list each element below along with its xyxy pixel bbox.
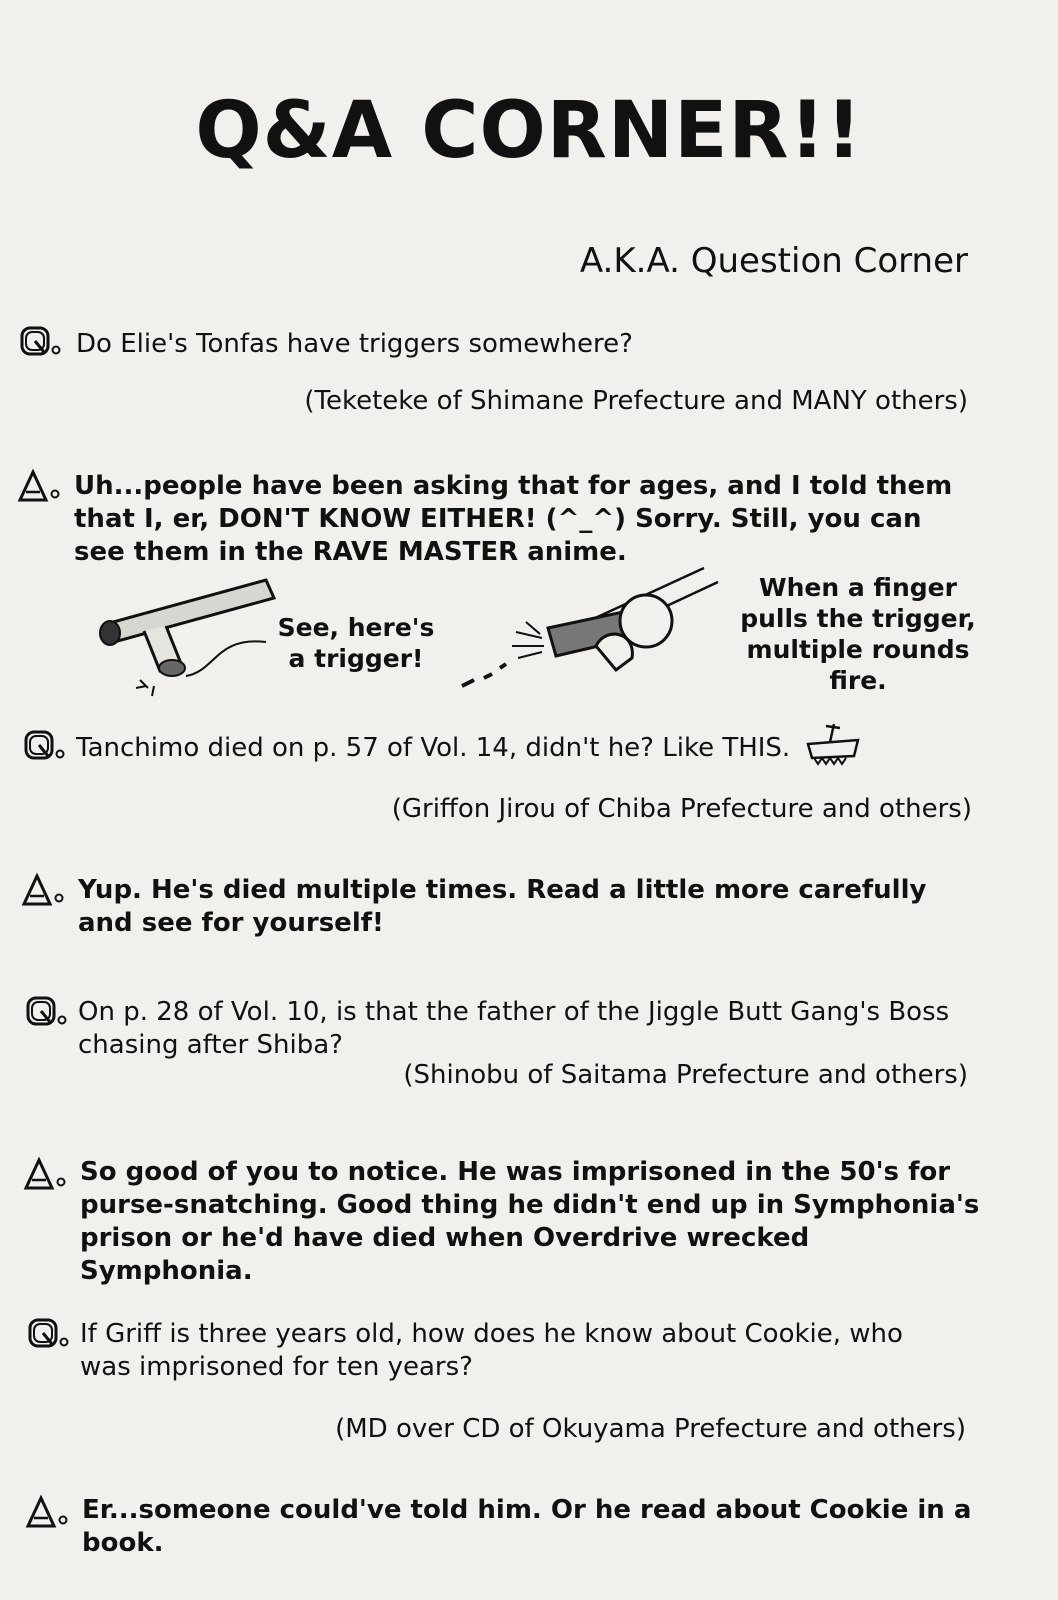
firing-tonfa-illustration bbox=[456, 566, 726, 696]
question-text: Do Elie's Tonfas have triggers somewhere? bbox=[76, 329, 633, 359]
answer-marker-icon bbox=[22, 874, 66, 908]
question-credit: (MD over CD of Okuyama Prefecture and others) bbox=[335, 1414, 966, 1444]
answer-text: Yup. He's died multiple times. Read a little more carefully and see for yourself! bbox=[78, 875, 927, 938]
fire-caption: When a finger pulls the trigger, multiple rounds fire. bbox=[740, 573, 976, 695]
question-marker-icon bbox=[24, 730, 68, 764]
tonfa-illustration bbox=[96, 576, 276, 701]
question-credit: (Teketeke of Shimane Prefecture and MANY others) bbox=[304, 386, 968, 416]
question-text: On p. 28 of Vol. 10, is that the father of the Jiggle Butt Gang's Boss chasing after Shiba? bbox=[78, 997, 950, 1060]
question-credit: (Shinobu of Saitama Prefecture and others) bbox=[403, 1060, 968, 1090]
answer-text: Er...someone could've told him. Or he read about Cookie in a book. bbox=[82, 1495, 972, 1558]
answer-marker-icon bbox=[24, 1158, 68, 1192]
answer-text: Uh...people have been asking that for ages, and I told them that I, er, DON'T KNOW EITHER! (^_^) Sorry. Still, you can see them in the RAVE MASTER anime. bbox=[74, 471, 953, 567]
answer-marker-icon bbox=[26, 1496, 70, 1530]
question-text: If Griff is three years old, how does he know about Cookie, who was imprisoned for ten years? bbox=[80, 1319, 903, 1382]
trigger-caption: See, here's a trigger! bbox=[277, 613, 435, 673]
question-credit: (Griffon Jirou of Chiba Prefecture and others) bbox=[391, 794, 972, 824]
question-text: Tanchimo died on p. 57 of Vol. 14, didn't he? Like THIS. bbox=[76, 733, 791, 763]
question-marker-icon bbox=[28, 1318, 72, 1352]
question-marker-icon bbox=[20, 326, 64, 360]
tanchimo-doodle-icon bbox=[802, 716, 864, 764]
answer-text: So good of you to notice. He was imprisoned in the 50's for purse-snatching. Good thing he didn't end up in Symphonia's prison or he'd have died when Overdrive wrecked Symphonia. bbox=[80, 1157, 980, 1286]
page-title: Q&A CORNER!! bbox=[195, 86, 863, 176]
answer-marker-icon bbox=[18, 470, 62, 504]
question-marker-icon bbox=[26, 996, 70, 1030]
page-subtitle: A.K.A. Question Corner bbox=[579, 241, 968, 281]
